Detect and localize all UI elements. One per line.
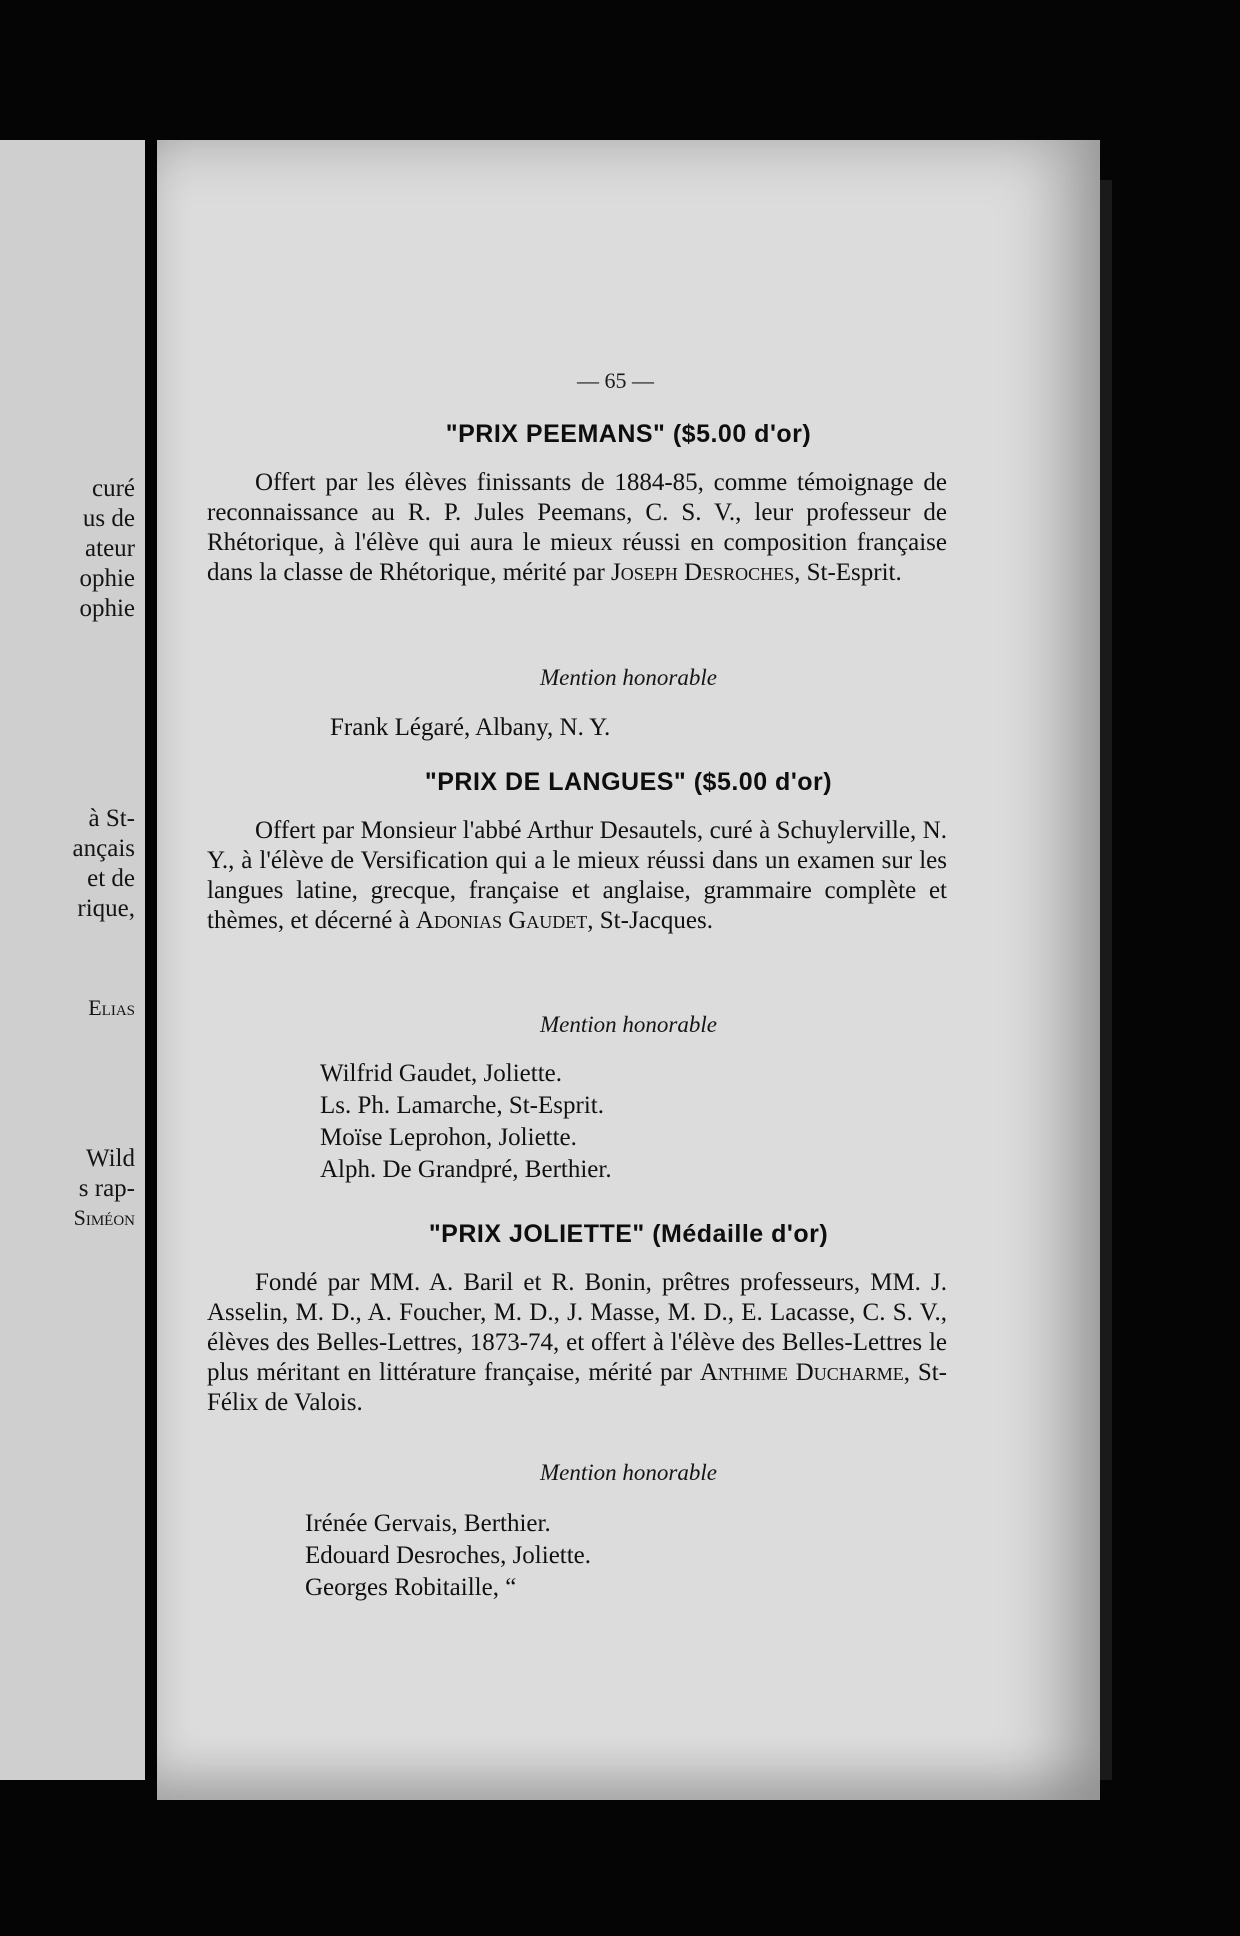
honorable-mention-name: Moïse Leprohon, Joliette. xyxy=(320,1124,577,1151)
facing-page-text: à St- xyxy=(88,805,135,832)
honorable-mention-name: Wilfrid Gaudet, Joliette. xyxy=(320,1060,562,1087)
facing-page-text: Elias xyxy=(88,995,135,1020)
prize-title-joliette: "PRIX JOLIETTE" (Médaille d'or) xyxy=(428,1220,829,1248)
winner-place: , St-Félix de Valois. xyxy=(207,1359,948,1416)
facing-page-fragment xyxy=(0,140,145,1780)
facing-page-text: us de xyxy=(82,505,135,532)
facing-page-text: ateur xyxy=(85,535,135,562)
page-edge xyxy=(1100,180,1112,1780)
honorable-mention-name: Alph. De Grandpré, Berthier. xyxy=(320,1156,612,1183)
prize-title-langues: "PRIX DE LANGUES" ($5.00 d'or) xyxy=(424,768,833,796)
prize-description-joliette xyxy=(207,1268,947,1418)
facing-page-text: ophie xyxy=(79,595,135,622)
winner-name: Anthime Ducharme xyxy=(699,1359,904,1386)
prize-description-langues xyxy=(207,816,947,936)
winner-name: Joseph Desroches xyxy=(611,559,795,586)
page-number: — 65 — xyxy=(577,368,654,393)
honorable-mention-name: Edouard Desroches, Joliette. xyxy=(305,1542,592,1569)
book-page xyxy=(157,140,1100,1800)
honorable-mention-name: Georges Robitaille, “ xyxy=(305,1574,517,1601)
facing-page-text: et de xyxy=(87,865,135,892)
facing-page-text: curé xyxy=(91,475,135,502)
honorable-mentions-list xyxy=(330,712,610,744)
mention-honorable-heading: Mention honorable xyxy=(540,665,717,690)
honorable-mention-name: Irénée Gervais, Berthier. xyxy=(305,1510,551,1537)
prize-description-text: Offert par les élèves finissants de 1884-85, comme témoignage de reconnaissance au R. P. Jules Peemans, C. S. V., leur professeur de Rhétorique, à l'élève qui aura le mieux réussi en composition française dans la classe de Rhétorique, mérité par xyxy=(207,469,947,586)
winner-place: , St-Esprit. xyxy=(794,559,902,586)
honorable-mention-name: Ls. Ph. Lamarche, St-Esprit. xyxy=(320,1092,604,1119)
honorable-mentions-list xyxy=(320,1058,612,1186)
prize-description-peemans xyxy=(207,468,947,588)
winner-name: Adonias Gaudet xyxy=(415,907,588,934)
mention-honorable-heading: Mention honorable xyxy=(540,1460,717,1485)
facing-page-text: ophie xyxy=(79,565,135,592)
honorable-mention-name: Frank Légaré, Albany, N. Y. xyxy=(330,714,611,741)
prize-description-text: Fondé par MM. A. Baril et R. Bonin, prêtres professeurs, MM. J. Asselin, M. D., A. Foucher, M. D., J. Masse, M. D., E. Lacasse, C. S. V., élèves des Belles-Lettres, 1873-74, et offert à l'élève des Belles-Lettres le plus méritant en littérature française, mérité par xyxy=(207,1269,947,1386)
mention-honorable-heading: Mention honorable xyxy=(540,1012,717,1037)
prize-description-text: Offert par Monsieur l'abbé Arthur Desautels, curé à Schuylerville, N. Y., à l'élève de Versification qui a le mieux réussi dans un examen sur les langues latine, grecque, française et anglaise, grammaire complète et thèmes, et décerné à xyxy=(207,817,947,934)
prize-title-peemans: "PRIX PEEMANS" ($5.00 d'or) xyxy=(445,420,812,448)
facing-page-text: Wild xyxy=(86,1145,135,1172)
facing-page-text: Siméon xyxy=(73,1205,135,1230)
winner-place: , St-Jacques. xyxy=(587,907,713,934)
facing-page-text: ançais xyxy=(72,835,135,862)
page-gutter xyxy=(145,140,157,1780)
facing-page-text: s rap- xyxy=(78,1175,135,1202)
facing-page-text: rique, xyxy=(77,895,135,922)
honorable-mentions-list xyxy=(305,1508,591,1604)
